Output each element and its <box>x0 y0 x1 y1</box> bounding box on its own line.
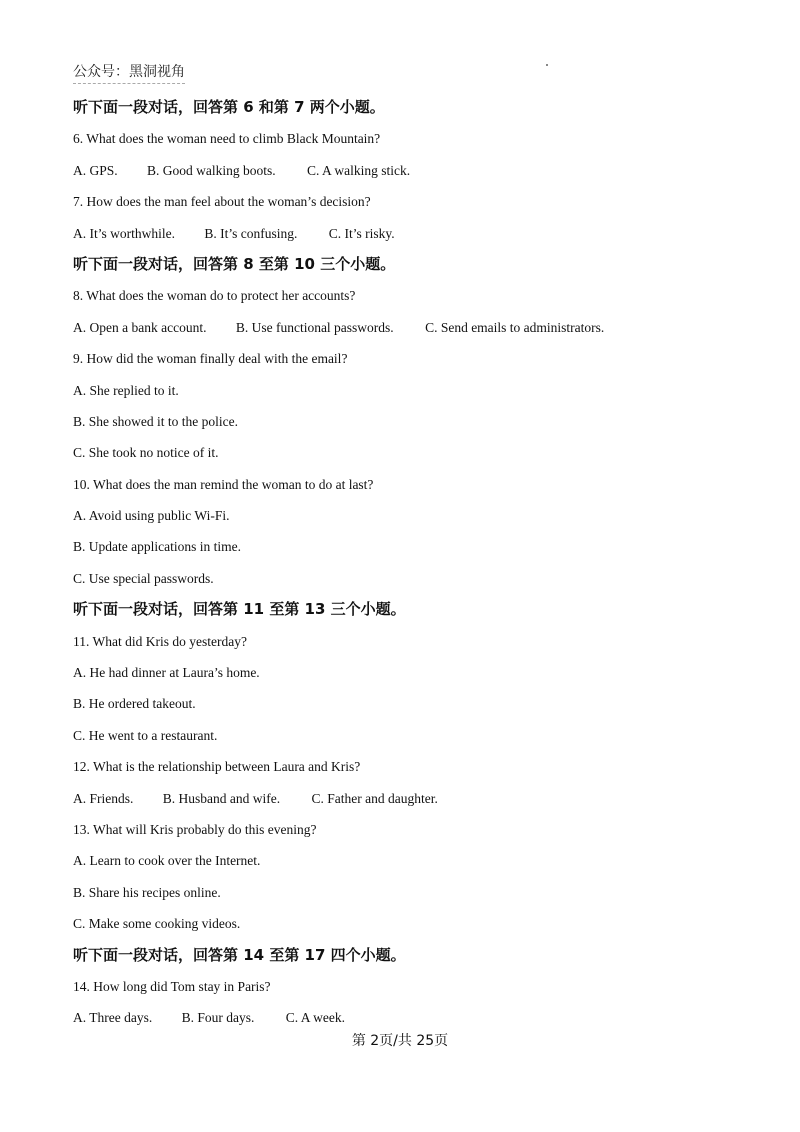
option-9a: A. She replied to it. <box>73 382 179 398</box>
question-13: 13. What will Kris probably do this evening? <box>73 821 317 837</box>
question-6: 6. What does the woman need to climb Black Mountain? <box>73 131 381 147</box>
option-14a: A. Three days. <box>73 1010 153 1026</box>
option-10c: C. Use special passwords. <box>73 570 214 586</box>
section-heading-11-13: 听下面一段对话，回答第 11 至第 13 三个小题。 <box>73 600 406 619</box>
option-6b: B. Good walking boots. <box>147 162 276 178</box>
option-13b: B. Share his recipes online. <box>73 884 221 900</box>
question-6-options <box>73 155 753 186</box>
option-10b: B. Update applications in time. <box>73 539 241 555</box>
option-11c: C. He went to a restaurant. <box>73 727 218 743</box>
question-7: 7. How does the man feel about the woman’s decision? <box>73 194 371 210</box>
option-14c: C. A week. <box>285 1010 345 1026</box>
option-8a: A. Open a bank account. <box>73 319 207 335</box>
question-12-options <box>73 783 753 814</box>
exam-content <box>73 92 753 1034</box>
question-12: 12. What is the relationship between Laura and Kris? <box>73 759 361 775</box>
option-13a: A. Learn to cook over the Internet. <box>73 853 261 869</box>
option-12c: C. Father and daughter. <box>311 790 438 806</box>
option-6c: C. A walking stick. <box>307 162 411 178</box>
page-number: 第 2页/共 25页 <box>351 1033 449 1049</box>
option-13c: C. Make some cooking videos. <box>73 916 241 932</box>
question-8: 8. What does the woman do to protect her accounts? <box>73 288 356 304</box>
section-heading-6-7: 听下面一段对话，回答第 6 和第 7 两个小题。 <box>73 98 385 116</box>
option-10a: A. Avoid using public Wi-Fi. <box>73 508 230 524</box>
option-7c: C. It’s risky. <box>328 225 395 241</box>
option-14b: B. Four days. <box>181 1010 255 1026</box>
option-11a: A. He had dinner at Laura’s home. <box>73 665 260 681</box>
question-10: 10. What does the man remind the woman to do at last? <box>73 476 374 492</box>
section-heading-14-17: 听下面一段对话，回答第 14 至第 17 四个小题。 <box>73 945 406 964</box>
option-7b: B. It’s confusing. <box>204 225 298 241</box>
option-8c: C. Send emails to administrators. <box>425 319 605 335</box>
option-11b: B. He ordered takeout. <box>73 696 196 712</box>
question-14-options <box>73 1002 753 1033</box>
section-heading-8-10: 听下面一段对话，回答第 8 至第 10 三个小题。 <box>73 254 396 273</box>
option-9b: B. She showed it to the police. <box>73 413 238 429</box>
option-12a: A. Friends. <box>73 790 134 806</box>
question-14: 14. How long did Tom stay in Paris? <box>73 978 271 994</box>
question-9: 9. How did the woman finally deal with the email? <box>73 351 348 367</box>
question-8-options <box>73 312 753 343</box>
option-12b: B. Husband and wife. <box>162 790 281 806</box>
option-8b: B. Use functional passwords. <box>235 319 394 335</box>
option-7a: A. It’s worthwhile. <box>73 225 175 241</box>
option-9c: C. She took no notice of it. <box>73 445 219 461</box>
scan-speck <box>546 64 548 66</box>
watermark-label: 公众号：黑洞视角 <box>73 61 185 84</box>
question-7-options <box>73 218 753 249</box>
question-11: 11. What did Kris do yesterday? <box>73 633 247 649</box>
option-6a: A. GPS. <box>73 162 118 178</box>
